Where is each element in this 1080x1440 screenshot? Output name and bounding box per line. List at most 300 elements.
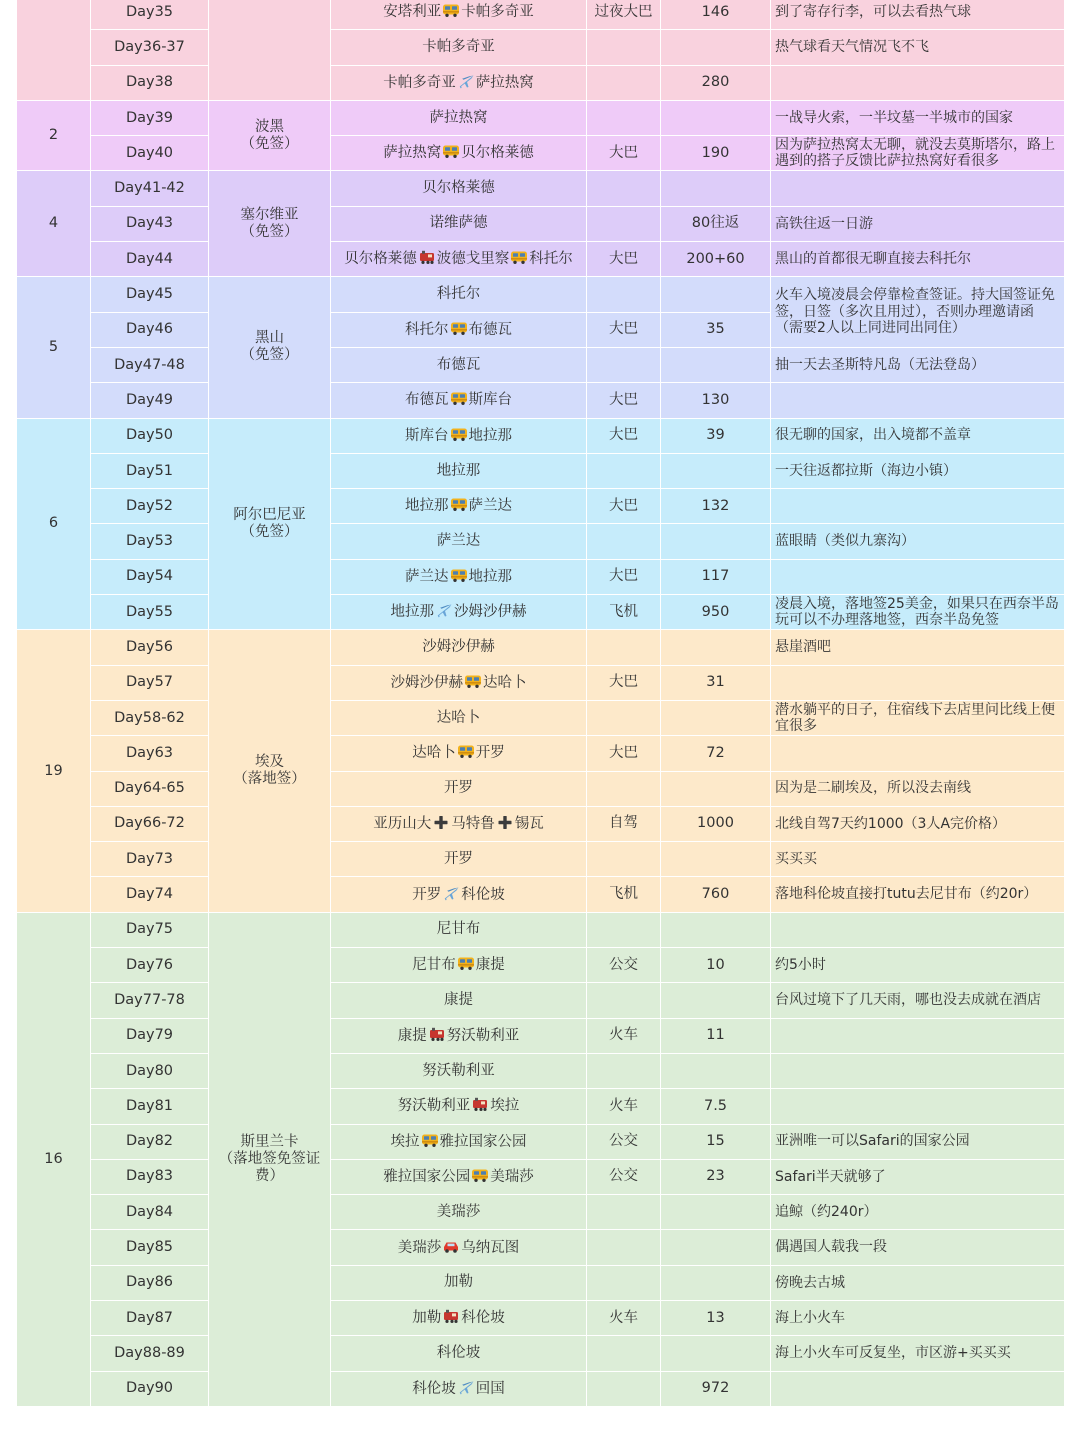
bus-icon	[510, 250, 528, 265]
place-name: 卡帕多奇亚	[383, 74, 456, 91]
route-cell	[331, 1265, 587, 1300]
route-cell	[331, 242, 587, 277]
cost-cell	[661, 30, 771, 65]
route-cell	[331, 630, 587, 665]
place-name: 科托尔	[436, 286, 481, 303]
place-name: 美瑞莎	[397, 1239, 442, 1256]
plus-icon	[496, 815, 514, 830]
place-name: 布德瓦	[468, 321, 512, 338]
day-cell: Day36-37	[91, 30, 209, 65]
transport-cell: 自驾	[587, 806, 661, 841]
cost-cell: 1000	[661, 806, 771, 841]
day-cell: Day44	[91, 242, 209, 277]
place-name: 地拉那	[468, 568, 512, 585]
cost-cell: 130	[661, 383, 771, 418]
place-name: 开罗	[444, 780, 473, 797]
place-name: 卡帕多奇亚	[461, 4, 534, 21]
place-name: 沙姆沙伊赫	[454, 604, 527, 621]
day-cell: Day39	[91, 100, 209, 135]
day-cell: Day46	[91, 312, 209, 347]
cost-cell: 39	[661, 418, 771, 453]
note-cell	[771, 665, 1065, 700]
cost-cell: 35	[661, 312, 771, 347]
place-name: 科伦坡	[436, 1344, 481, 1361]
transport-cell: 公交	[587, 1159, 661, 1194]
route-cell	[331, 171, 587, 206]
bus-icon	[442, 144, 460, 159]
route-cell	[331, 983, 587, 1018]
place-name: 亚历山大	[373, 815, 432, 832]
route-cell	[331, 383, 587, 418]
note-cell: Safari半天就够了	[771, 1159, 1065, 1194]
transport-cell	[587, 1230, 661, 1265]
day-cell: Day79	[91, 1018, 209, 1053]
transport-cell: 大巴	[587, 665, 661, 700]
table-row	[17, 0, 1065, 30]
place-name: 尼甘布	[412, 957, 456, 974]
note-cell	[771, 1371, 1065, 1406]
bus-icon	[450, 321, 468, 336]
place-name: 萨兰达	[436, 533, 481, 550]
route-cell	[331, 1230, 587, 1265]
transport-cell	[587, 1053, 661, 1088]
place-name: 努沃勒利亚	[397, 1098, 471, 1115]
place-name: 开罗	[444, 850, 473, 867]
table-row	[17, 806, 1065, 841]
place-name: 康提	[444, 991, 473, 1008]
days-count-cell: 2	[17, 100, 91, 171]
cost-cell: 72	[661, 736, 771, 771]
place-name: 科伦坡	[461, 1310, 505, 1327]
table-row	[17, 136, 1065, 171]
cost-cell	[661, 1265, 771, 1300]
country-cell: 塞尔维亚 （免签）	[209, 171, 331, 277]
place-name: 科托尔	[529, 251, 573, 268]
route-cell	[331, 277, 587, 312]
train-icon	[428, 1027, 446, 1042]
day-cell: Day88-89	[91, 1336, 209, 1371]
cost-cell	[661, 771, 771, 806]
table-row	[17, 1159, 1065, 1194]
table-row	[17, 559, 1065, 594]
place-name: 雅拉国家公园	[439, 1133, 527, 1150]
place-name: 萨兰达	[468, 498, 512, 515]
day-cell: Day74	[91, 877, 209, 912]
place-name: 美瑞莎	[436, 1203, 481, 1220]
place-name: 安塔利亚	[383, 4, 442, 21]
transport-cell: 大巴	[587, 242, 661, 277]
place-name: 沙姆沙伊赫	[422, 638, 495, 655]
place-name: 科伦坡	[412, 1380, 456, 1397]
table-row	[17, 1371, 1065, 1406]
place-name: 开罗	[475, 745, 505, 762]
day-cell: Day75	[91, 912, 209, 947]
place-name: 回国	[475, 1380, 505, 1397]
transport-cell: 大巴	[587, 418, 661, 453]
transport-cell	[587, 771, 661, 806]
cost-cell	[661, 277, 771, 312]
day-cell: Day40	[91, 136, 209, 171]
table-row	[17, 912, 1065, 947]
route-cell	[331, 65, 587, 100]
route-cell	[331, 1300, 587, 1335]
transport-cell	[587, 30, 661, 65]
day-cell: Day81	[91, 1089, 209, 1124]
transport-cell: 大巴	[587, 736, 661, 771]
note-cell: 一天往返都拉斯（海边小镇）	[771, 453, 1065, 488]
note-cell: 傍晚去古城	[771, 1265, 1065, 1300]
days-count-cell: 16	[17, 912, 91, 1406]
table-row	[17, 1300, 1065, 1335]
transport-cell	[587, 1195, 661, 1230]
transport-cell: 大巴	[587, 136, 661, 171]
day-cell: Day53	[91, 524, 209, 559]
transport-cell	[587, 842, 661, 877]
transport-cell	[587, 206, 661, 241]
bus-icon	[471, 1168, 489, 1183]
note-cell: 约5小时	[771, 948, 1065, 983]
note-cell: 悬崖酒吧	[771, 630, 1065, 665]
note-cell	[771, 559, 1065, 594]
transport-cell: 火车	[587, 1089, 661, 1124]
bus-icon	[421, 1133, 439, 1148]
route-cell	[331, 1124, 587, 1159]
table-row	[17, 347, 1065, 382]
transport-cell	[587, 983, 661, 1018]
airplane-icon	[435, 603, 453, 618]
table-row	[17, 595, 1065, 630]
table-row	[17, 1124, 1065, 1159]
route-cell	[331, 453, 587, 488]
table-row	[17, 383, 1065, 418]
day-cell: Day84	[91, 1195, 209, 1230]
table-row	[17, 1195, 1065, 1230]
day-cell: Day66-72	[91, 806, 209, 841]
cost-cell	[661, 842, 771, 877]
table-row	[17, 453, 1065, 488]
day-cell: Day80	[91, 1053, 209, 1088]
route-cell	[331, 912, 587, 947]
table-row	[17, 100, 1065, 135]
country-cell: 埃及 （落地签）	[209, 630, 331, 912]
day-cell: Day51	[91, 453, 209, 488]
bus-icon	[464, 674, 482, 689]
place-name: 波德戈里察	[436, 251, 510, 268]
route-cell	[331, 877, 587, 912]
note-cell: 到了寄存行李，可以去看热气球	[771, 0, 1065, 30]
bus-icon	[442, 3, 460, 18]
note-cell: 买买买	[771, 842, 1065, 877]
route-cell	[331, 1018, 587, 1053]
place-name: 乌纳瓦图	[461, 1239, 520, 1256]
day-cell: Day90	[91, 1371, 209, 1406]
car-icon	[442, 1239, 460, 1254]
cost-cell	[661, 100, 771, 135]
train-icon	[418, 250, 436, 265]
place-name: 锡瓦	[514, 815, 544, 832]
route-cell	[331, 1195, 587, 1230]
airplane-icon	[457, 74, 475, 89]
itinerary-body	[17, 0, 1065, 1406]
route-cell	[331, 1159, 587, 1194]
table-row	[17, 736, 1065, 771]
route-cell	[331, 0, 587, 30]
day-cell: Day64-65	[91, 771, 209, 806]
place-name: 尼甘布	[436, 921, 481, 938]
transport-cell: 大巴	[587, 489, 661, 524]
transport-cell: 飞机	[587, 595, 661, 630]
transport-cell	[587, 1265, 661, 1300]
airplane-icon	[442, 886, 460, 901]
table-row	[17, 1230, 1065, 1265]
transport-cell: 大巴	[587, 312, 661, 347]
day-cell: Day85	[91, 1230, 209, 1265]
note-cell	[771, 1053, 1065, 1088]
note-cell	[771, 65, 1065, 100]
cost-cell	[661, 983, 771, 1018]
route-cell	[331, 1089, 587, 1124]
route-cell	[331, 559, 587, 594]
place-name: 马特鲁	[451, 815, 495, 832]
note-cell	[771, 912, 1065, 947]
cost-cell: 950	[661, 595, 771, 630]
cost-cell: 760	[661, 877, 771, 912]
day-cell: Day73	[91, 842, 209, 877]
transport-cell	[587, 100, 661, 135]
table-row	[17, 948, 1065, 983]
transport-cell	[587, 1371, 661, 1406]
place-name: 诺维萨德	[429, 215, 488, 232]
route-cell	[331, 771, 587, 806]
cost-cell	[661, 912, 771, 947]
cost-cell: 190	[661, 136, 771, 171]
note-cell: 热气球看天气情况飞不飞	[771, 30, 1065, 65]
day-cell: Day87	[91, 1300, 209, 1335]
day-cell: Day47-48	[91, 347, 209, 382]
note-cell: 亚洲唯一可以Safari的国家公园	[771, 1124, 1065, 1159]
table-row	[17, 1053, 1065, 1088]
note-cell: 潜水躺平的日子，住宿线下去店里问比线上便宜很多	[771, 700, 1065, 735]
place-name: 加勒	[444, 1274, 473, 1291]
place-name: 康提	[397, 1027, 427, 1044]
route-cell	[331, 700, 587, 735]
table-row	[17, 1089, 1065, 1124]
train-icon	[471, 1097, 489, 1112]
route-cell	[331, 30, 587, 65]
cost-cell: 117	[661, 559, 771, 594]
transport-cell	[587, 65, 661, 100]
place-name: 地拉那	[390, 604, 434, 621]
place-name: 康提	[475, 957, 505, 974]
route-cell	[331, 665, 587, 700]
note-cell: 台风过境下了几天雨，哪也没去成就在酒店	[771, 983, 1065, 1018]
cost-cell: 280	[661, 65, 771, 100]
cost-cell	[661, 630, 771, 665]
cost-cell	[661, 1195, 771, 1230]
place-name: 萨拉热窝	[429, 109, 488, 126]
country-cell: 波黑 （免签）	[209, 100, 331, 171]
place-name: 贝尔格莱德	[422, 180, 495, 197]
place-name: 埃拉	[490, 1098, 520, 1115]
place-name: 萨兰达	[405, 568, 449, 585]
place-name: 斯库台	[468, 392, 512, 409]
day-cell: Day83	[91, 1159, 209, 1194]
note-cell: 海上小火车	[771, 1300, 1065, 1335]
table-row	[17, 242, 1065, 277]
note-cell	[771, 1018, 1065, 1053]
country-cell	[209, 0, 331, 100]
table-row	[17, 630, 1065, 665]
cost-cell	[661, 453, 771, 488]
day-cell: Day41-42	[91, 171, 209, 206]
route-cell	[331, 842, 587, 877]
cost-cell	[661, 524, 771, 559]
place-name: 努沃勒利亚	[446, 1027, 520, 1044]
cost-cell	[661, 1336, 771, 1371]
table-row	[17, 1018, 1065, 1053]
note-cell: 海上小火车可反复坐，市区游+买买买	[771, 1336, 1065, 1371]
transport-cell	[587, 630, 661, 665]
route-cell	[331, 595, 587, 630]
cost-cell	[661, 171, 771, 206]
route-cell	[331, 1336, 587, 1371]
day-cell: Day45	[91, 277, 209, 312]
day-cell: Day49	[91, 383, 209, 418]
cost-cell	[661, 1053, 771, 1088]
transport-cell: 公交	[587, 948, 661, 983]
place-name: 地拉那	[468, 427, 512, 444]
cost-cell: 10	[661, 948, 771, 983]
day-cell: Day57	[91, 665, 209, 700]
transport-cell: 大巴	[587, 383, 661, 418]
cost-cell	[661, 347, 771, 382]
place-name: 埃拉	[390, 1133, 420, 1150]
day-cell: Day82	[91, 1124, 209, 1159]
note-cell	[771, 1089, 1065, 1124]
days-count-cell	[17, 0, 91, 100]
table-row	[17, 700, 1065, 735]
table-row	[17, 1265, 1065, 1300]
place-name: 布德瓦	[436, 356, 481, 373]
itinerary-table	[16, 0, 1065, 1407]
table-row	[17, 65, 1065, 100]
cost-cell: 11	[661, 1018, 771, 1053]
note-cell: 追鲸（约240r）	[771, 1195, 1065, 1230]
day-cell: Day63	[91, 736, 209, 771]
cost-cell: 23	[661, 1159, 771, 1194]
route-cell	[331, 100, 587, 135]
place-name: 美瑞莎	[490, 1168, 534, 1185]
transport-cell: 公交	[587, 1124, 661, 1159]
transport-cell	[587, 277, 661, 312]
table-row	[17, 418, 1065, 453]
place-name: 努沃勒利亚	[422, 1062, 495, 1079]
place-name: 达哈卜	[412, 745, 456, 762]
transport-cell	[587, 700, 661, 735]
days-count-cell: 6	[17, 418, 91, 630]
note-cell: 北线自驾7天约1000（3人A完价格）	[771, 806, 1065, 841]
country-cell: 斯里兰卡 （落地签免签证费）	[209, 912, 331, 1406]
route-cell	[331, 948, 587, 983]
note-cell	[771, 736, 1065, 771]
place-name: 地拉那	[405, 498, 449, 515]
day-cell: Day86	[91, 1265, 209, 1300]
train-icon	[442, 1309, 460, 1324]
plus-icon	[432, 815, 450, 830]
route-cell	[331, 206, 587, 241]
table-row	[17, 983, 1065, 1018]
transport-cell: 过夜大巴	[587, 0, 661, 30]
transport-cell	[587, 912, 661, 947]
transport-cell: 大巴	[587, 559, 661, 594]
day-cell: Day43	[91, 206, 209, 241]
note-cell: 火车入境凌晨会停靠检查签证。持大国签证免签，日签（多次且用过），否则办理邀请函（需要2人以上同进同出同住）	[771, 277, 1065, 348]
cost-cell: 972	[661, 1371, 771, 1406]
bus-icon	[450, 568, 468, 583]
day-cell: Day77-78	[91, 983, 209, 1018]
place-name: 斯库台	[405, 427, 449, 444]
place-name: 贝尔格莱德	[344, 251, 417, 268]
table-row	[17, 842, 1065, 877]
place-name: 布德瓦	[405, 392, 449, 409]
transport-cell	[587, 1336, 661, 1371]
day-cell: Day54	[91, 559, 209, 594]
days-count-cell: 5	[17, 277, 91, 418]
day-cell: Day52	[91, 489, 209, 524]
table-row	[17, 665, 1065, 700]
route-cell	[331, 736, 587, 771]
note-cell: 抽一天去圣斯特凡岛（无法登岛）	[771, 347, 1065, 382]
days-count-cell: 19	[17, 630, 91, 912]
note-cell: 高铁往返一日游	[771, 206, 1065, 241]
route-cell	[331, 1053, 587, 1088]
note-cell: 蓝眼睛（类似九寨沟）	[771, 524, 1065, 559]
transport-cell	[587, 524, 661, 559]
place-name: 达哈卜	[436, 709, 481, 726]
route-cell	[331, 136, 587, 171]
cost-cell	[661, 1230, 771, 1265]
note-cell: 偶遇国人载我一段	[771, 1230, 1065, 1265]
note-cell: 凌晨入境，落地签25美金，如果只在西奈半岛玩可以不办理落地签，西奈半岛免签	[771, 595, 1065, 630]
route-cell	[331, 418, 587, 453]
bus-icon	[457, 956, 475, 971]
day-cell: Day50	[91, 418, 209, 453]
place-name: 沙姆沙伊赫	[390, 674, 463, 691]
table-row	[17, 524, 1065, 559]
table-row	[17, 30, 1065, 65]
cost-cell	[661, 700, 771, 735]
place-name: 卡帕多奇亚	[422, 38, 495, 55]
place-name: 科伦坡	[461, 886, 505, 903]
day-cell: Day35	[91, 0, 209, 30]
day-cell: Day38	[91, 65, 209, 100]
route-cell	[331, 524, 587, 559]
place-name: 科托尔	[405, 321, 449, 338]
cost-cell: 13	[661, 1300, 771, 1335]
note-cell	[771, 171, 1065, 206]
note-cell: 落地科伦坡直接打tutu去尼甘布（约20r）	[771, 877, 1065, 912]
note-cell	[771, 383, 1065, 418]
bus-icon	[450, 391, 468, 406]
note-cell: 一战导火索，一半坟墓一半城市的国家	[771, 100, 1065, 135]
cost-cell: 7.5	[661, 1089, 771, 1124]
transport-cell: 火车	[587, 1300, 661, 1335]
day-cell: Day55	[91, 595, 209, 630]
day-cell: Day58-62	[91, 700, 209, 735]
bus-icon	[457, 744, 475, 759]
cost-cell: 200+60	[661, 242, 771, 277]
place-name: 加勒	[412, 1310, 442, 1327]
